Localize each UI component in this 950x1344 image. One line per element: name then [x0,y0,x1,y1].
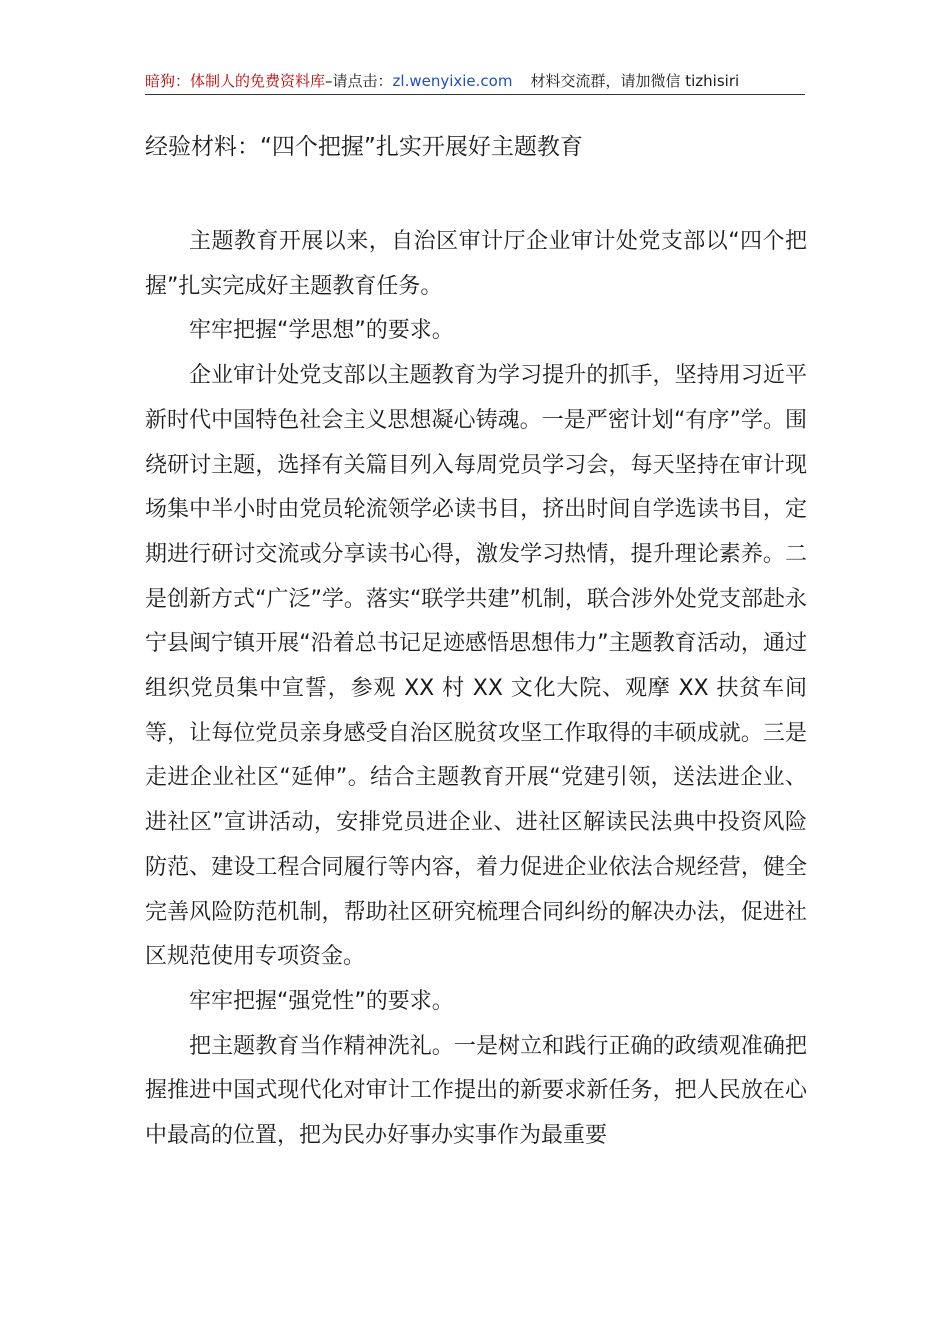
paragraph-study-detail: 企业审计处党支部以主题教育为学习提升的抓手，坚持用习近平新时代中国特色社会主义思想凝心铸魂。一是严密计划“有序”学。围绕研讨主题，选择有关篇目列入每周党员学习会，每天坚持在审计现场集中半小时由党员轮流领学必读书目，挤出时间自学选读书目，定期进行研讨交流或分享读书心得，激发学习热情，提升理论素养。二是创新方式“广泛”学。落实“联学共建”机制，联合涉外处党支部赴永宁县闽宁镇开展“沿着总书记足迹感悟思想伟力”主题教育活动，通过组织党员集中宣誓，参观 XX 村 XX 文化大院、观摩 XX 扶贫车间等，让每位党员亲身感受自治区脱贫攻坚工作取得的丰硕成就。三是走进企业社区“延伸”。结合主题教育开展“党建引领，送法进企业、进社区”宣讲活动，安排党员进企业、进社区解读民法典中投资风险防范、建设工程合同履行等内容，着力促进企业依法合规经营，健全完善风险防范机制，帮助社区研究梳理合同纠纷的解决办法，促进社区规范使用专项资金。 [145,363,807,970]
paragraph-party-detail: 把主题教育当作精神洗礼。一是树立和践行正确的政绩观准确把握推进中国式现代化对审计工作提出的新要求新任务，把人民放在心中最高的位置，把为民办好事办实事作为最重要 [145,1033,807,1149]
paragraph-heading-party: 牢牢把握“强党性”的要求。 [189,988,454,1014]
paragraph-heading-study: 牢牢把握“学思想”的要求。 [189,318,454,344]
header-link[interactable]: zl.wenyixie.com [392,72,513,90]
header-brand: 暗狗：体制人的免费资料库 [145,72,326,90]
header-click-prompt: –请点击： [325,72,393,90]
paragraph-intro: 主题教育开展以来，自治区审计厅企业审计处党支部以“四个把握”扎实完成好主题教育任务。 [145,229,807,299]
page-header [145,68,805,95]
document-body [145,220,807,1159]
header-group-info: 材料交流群，请加微信 tizhisiri [530,72,740,90]
document-title: 经验材料：“四个把握”扎实开展好主题教育 [145,134,583,160]
